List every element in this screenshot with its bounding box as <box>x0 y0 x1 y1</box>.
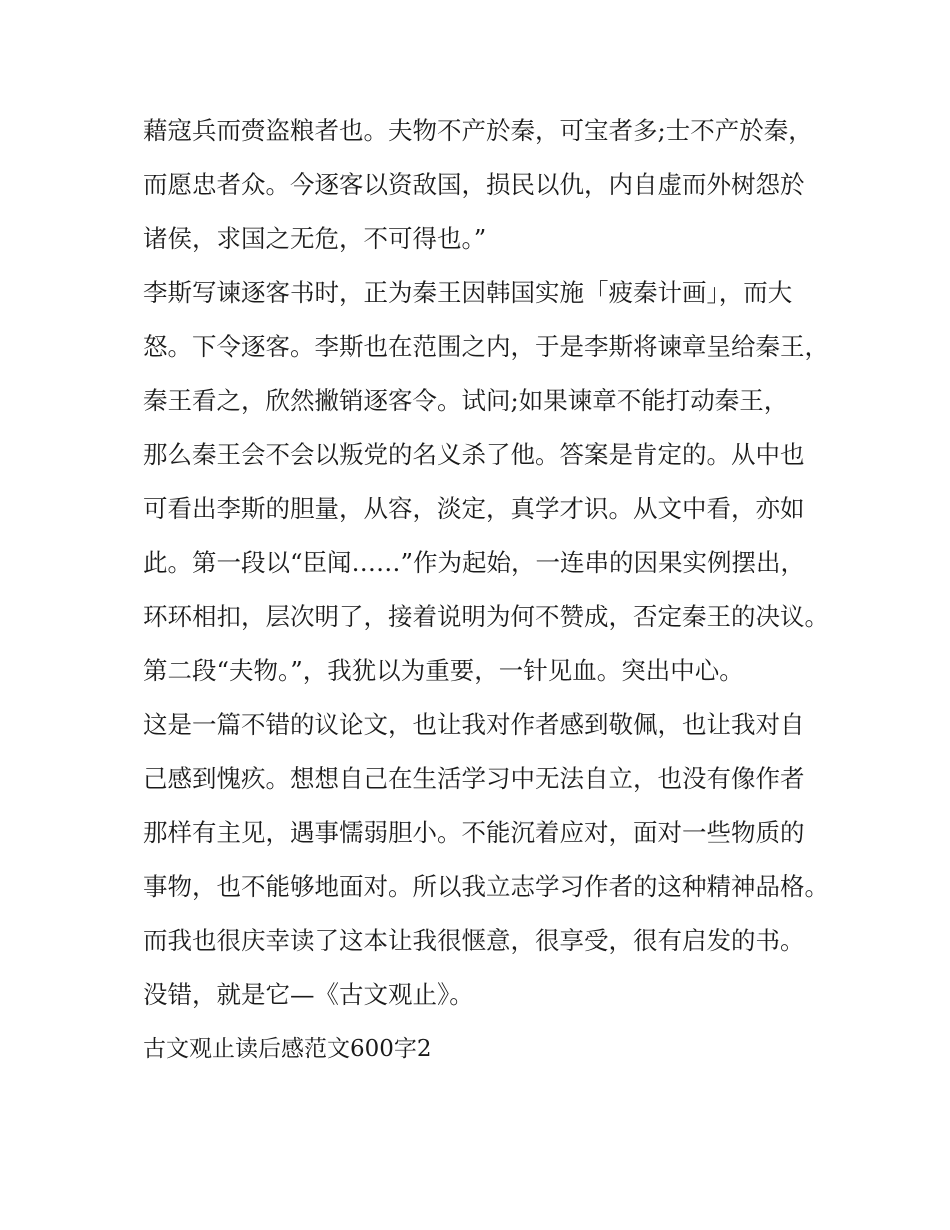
paragraph-line: 秦王看之，欣然撇销逐客令。试问;如果谏章不能打动秦王， <box>143 386 789 415</box>
paragraph-line: 那么秦王会不会以叛党的名义杀了他。答案是肯定的。从中也 <box>143 440 805 469</box>
paragraph-line: 此。第一段以“臣闻……”作为起始，一连串的因果实例摆出， <box>143 548 806 577</box>
section-heading: 古文观止读后感范文600字2 <box>143 1036 432 1062</box>
paragraph-line: 李斯写谏逐客书时，正为秦王因韩国实施「疲秦计画」，而大 <box>143 278 793 307</box>
paragraph-line: 可看出李斯的胆量，从容，淡定，真学才识。从文中看，亦如 <box>143 494 805 523</box>
paragraph-line: 己感到愧疚。想想自己在生活学习中无法自立，也没有像作者 <box>143 764 805 793</box>
paragraph-line: 这是一篇不错的议论文，也让我对作者感到敬佩，也让我对自 <box>143 710 805 739</box>
paragraph-line: 诸侯，求国之无危，不可得也。” <box>143 224 487 253</box>
paragraph-line: 怒。下令逐客。李斯也在范围之内，于是李斯将谏章呈给秦王， <box>143 332 829 361</box>
paragraph-line: 第二段“夫物。”，我犹以为重要，一针见血。突出中心。 <box>143 656 744 685</box>
paragraph-line: 没错，就是它—《古文观止》。 <box>143 980 474 1009</box>
paragraph-line: 藉寇兵而赍盗粮者也。夫物不产於秦，可宝者多;士不产於秦， <box>143 116 813 145</box>
paragraph-line: 而我也很庆幸读了这本让我很惬意，很享受，很有启发的书。 <box>143 926 805 955</box>
paragraph-line: 事物，也不能够地面对。所以我立志学习作者的这种精神品格。 <box>143 872 829 901</box>
paragraph-line: 那样有主见，遇事懦弱胆小。不能沉着应对，面对一些物质的 <box>143 818 805 847</box>
paragraph-line: 环环相扣，层次明了，接着说明为何不赞成，否定秦王的决议。 <box>143 602 829 631</box>
paragraph-line: 而愿忠者众。今逐客以资敌国，损民以仇，内自虚而外树怨於 <box>143 170 805 199</box>
document-body <box>143 104 843 1076</box>
